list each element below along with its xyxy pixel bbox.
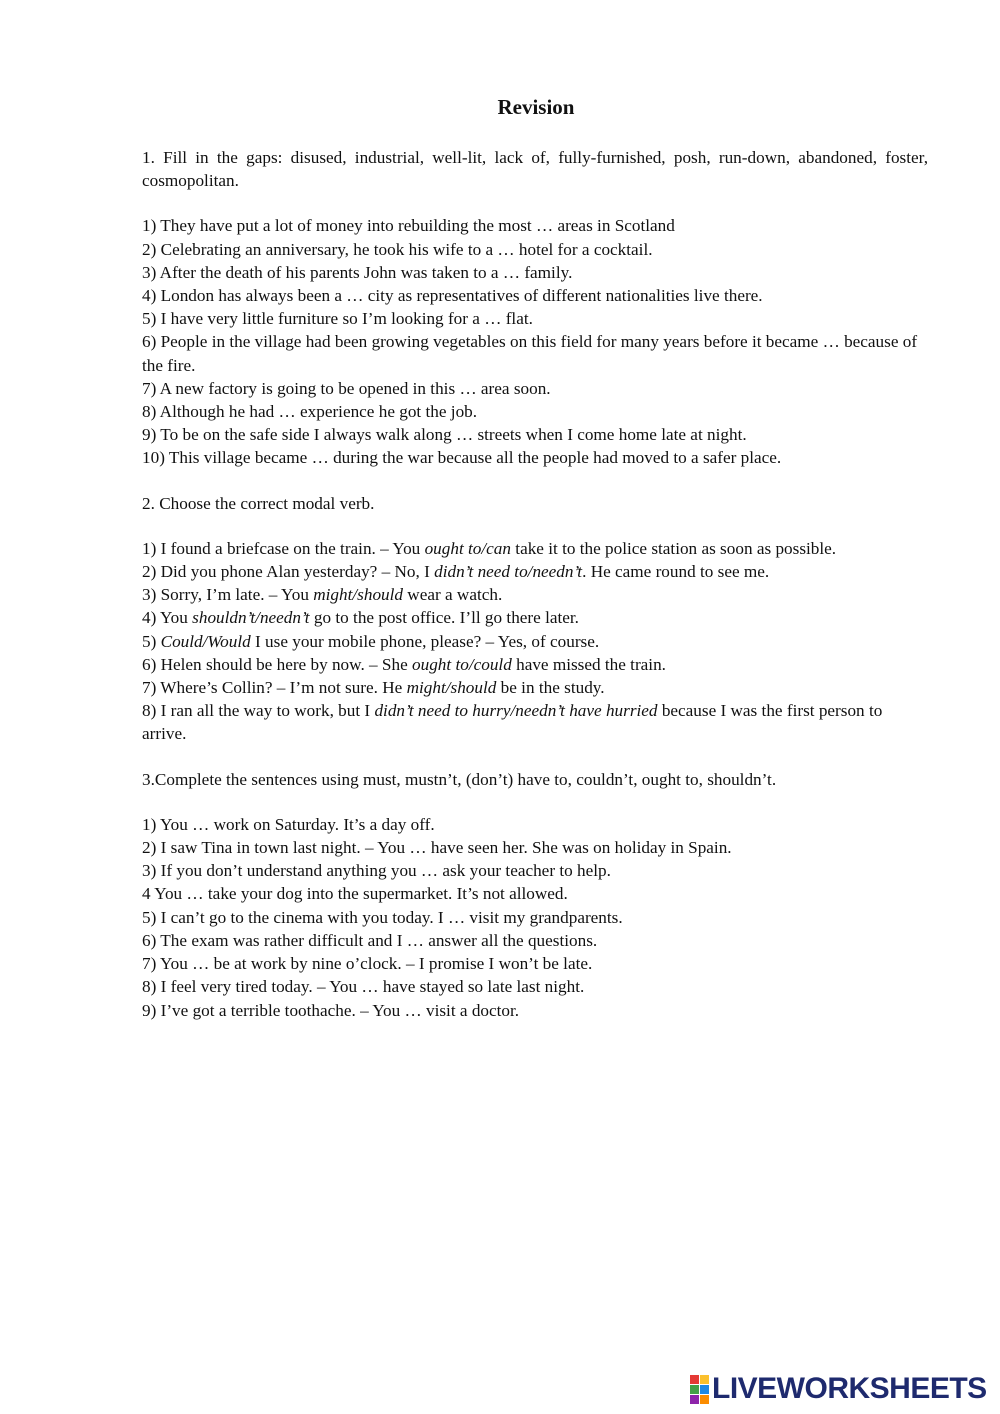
section-2-item: 7) Where’s Collin? – I’m not sure. He might/should be in the study. — [142, 678, 605, 698]
section-1-item: 2) Celebrating an anniversary, he took his wife to a … hotel for a cocktail. — [142, 239, 653, 259]
section-2-item: 2) Did you phone Alan yesterday? – No, I didn’t need to/needn’t. He came round to see me. — [142, 562, 770, 582]
section-3-item: 6) The exam was rather difficult and I … answer all the questions. — [142, 930, 598, 950]
page-title: Revision — [497, 95, 575, 119]
section-1-instruction: 1. Fill in the gaps: disused, industrial, well-lit, lack of, fully-furnished, posh, run-down, abandoned, foster, cosmopolitan. — [142, 148, 928, 191]
section-1-item: 3) After the death of his parents John was taken to a … family. — [142, 262, 573, 282]
section-3-item: 1) You … work on Saturday. It’s a day off. — [142, 814, 435, 834]
worksheet-content — [142, 146, 928, 1022]
logo-block — [700, 1375, 709, 1384]
modal-options: shouldn’t/needn’t — [192, 608, 310, 628]
logo-block — [690, 1385, 699, 1394]
section-3-item: 9) I’ve got a terrible toothache. – You … visit a doctor. — [142, 1000, 520, 1020]
section-3-item: 7) You … be at work by nine o’clock. – I promise I won’t be late. — [142, 954, 593, 974]
section-1-item: 5) I have very little furniture so I’m looking for a … flat. — [142, 309, 533, 329]
section-3-item: 5) I can’t go to the cinema with you today. I … visit my grandparents. — [142, 907, 623, 927]
section-1-item: 6) People in the village had been growing vegetables on this field for many years before it became … because of the fire. — [142, 332, 918, 375]
section-3-item: 3) If you don’t understand anything you … ask your teacher to help. — [142, 861, 611, 881]
modal-options: ought to/could — [412, 654, 512, 674]
modal-options: Could/Would — [160, 631, 251, 651]
section-1-item: 10) This village became … during the war because all the people had moved to a safer place. — [142, 448, 782, 468]
logo-block — [690, 1375, 699, 1384]
section-2-item: 8) I ran all the way to work, but I didn’t need to hurry/needn’t have hurried because I was the first person to arrive. — [142, 701, 883, 744]
modal-options: ought to/can — [424, 538, 511, 558]
section-2-item: 5) Could/Would I use your mobile phone, please? – Yes, of course. — [142, 631, 600, 651]
section-2-item: 1) I found a briefcase on the train. – You ought to/can take it to the police station as soon as possible. — [142, 538, 837, 558]
logo-blocks-icon — [690, 1375, 709, 1404]
logo-text: LIVEWORKSHEETS — [712, 1372, 987, 1405]
section-2-item: 4) You shouldn’t/needn’t go to the post office. I’ll go there later. — [142, 608, 579, 628]
section-1-item: 8) Although he had … experience he got the job. — [142, 402, 478, 422]
liveworksheets-logo — [690, 1373, 987, 1405]
section-2-item: 6) Helen should be here by now. – She ought to/could have missed the train. — [142, 654, 666, 674]
section-3-item: 2) I saw Tina in town last night. – You … have seen her. She was on holiday in Spain. — [142, 838, 732, 858]
modal-options: might/should — [406, 678, 497, 698]
section-3-instruction: 3.Complete the sentences using must, mustn’t, (don’t) have to, couldn’t, ought to, shouldn’t. — [142, 769, 777, 789]
section-2-item: 3) Sorry, I’m late. – You might/should wear a watch. — [142, 585, 503, 605]
section-1-item: 4) London has always been a … city as representatives of different nationalities live there. — [142, 286, 763, 306]
section-1-item: 7) A new factory is going to be opened in this … area soon. — [142, 378, 551, 398]
section-3-item: 4 You … take your dog into the supermarket. It’s not allowed. — [142, 884, 568, 904]
section-2-instruction: 2. Choose the correct modal verb. — [142, 493, 375, 513]
logo-block — [700, 1395, 709, 1404]
section-1-item: 1) They have put a lot of money into rebuilding the most … areas in Scotland — [142, 216, 675, 236]
section-3-item: 8) I feel very tired today. – You … have stayed so late last night. — [142, 977, 585, 997]
modal-options: might/should — [313, 585, 403, 605]
logo-block — [700, 1385, 709, 1394]
section-1-item: 9) To be on the safe side I always walk along … streets when I come home late at night. — [142, 425, 747, 445]
modal-options: didn’t need to hurry/needn’t have hurried — [374, 701, 658, 721]
logo-block — [690, 1395, 699, 1404]
modal-options: didn’t need to/needn’t — [434, 562, 583, 582]
